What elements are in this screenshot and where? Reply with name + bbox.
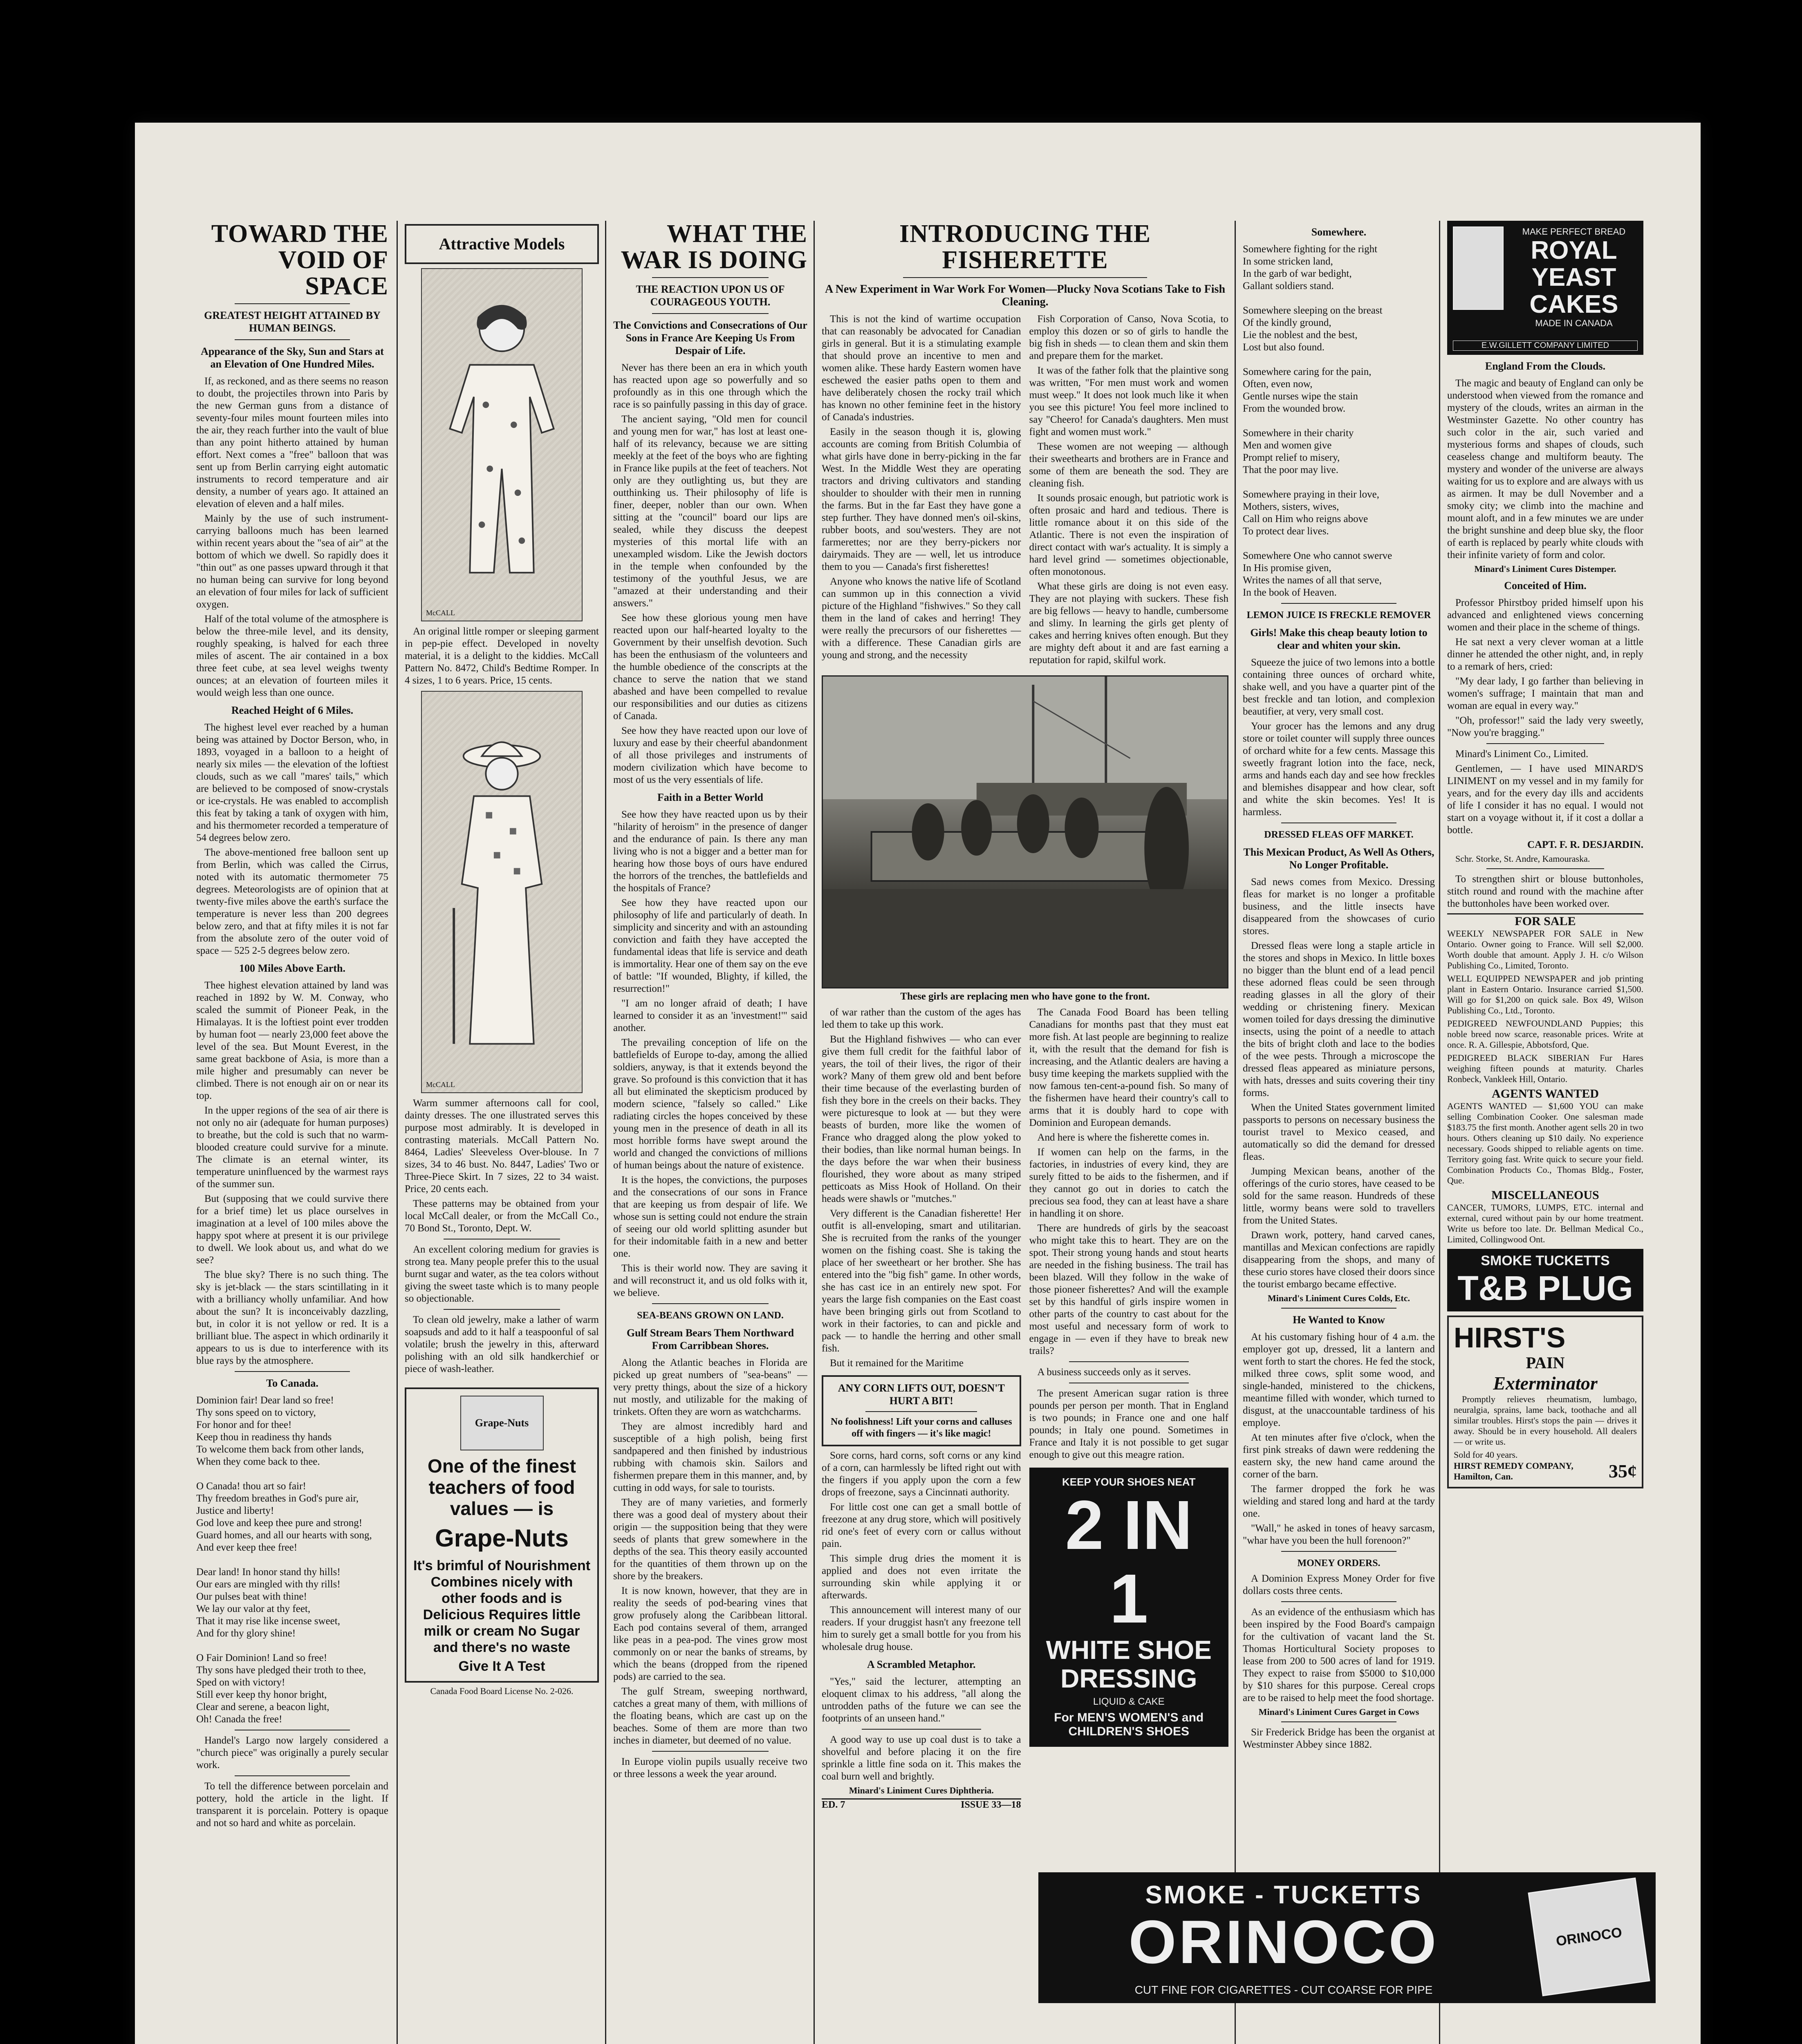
classified-item: PEDIGREED BLACK SIBERIAN Fur Hares weighing fifteen pounds at maturity. Charles Ronbeck, Vankleek Hill, Ontario. bbox=[1447, 1053, 1643, 1084]
divider bbox=[652, 1303, 769, 1304]
paragraph: Never has there been an era in which youth has reacted upon age so powerfully and so profoundly as in this one through which the race is so painfully passing in this day of grace. bbox=[613, 362, 807, 410]
paragraph: Squeeze the juice of two lemons into a bottle containing three ounces of orchard white, shake well, and you have a quarter pint of the best freckle and tan lotion, and complexion beautifier, at very, very small cost. bbox=[1243, 657, 1435, 717]
deck: THE REACTION UPON US OF COURAGEOUS YOUTH. bbox=[636, 283, 785, 308]
signature-address: Schr. Storke, St. Andre, Kamouraska. bbox=[1455, 854, 1590, 864]
divider bbox=[1486, 743, 1604, 744]
minard-notice: Minard's Liniment Cures Distemper. bbox=[1474, 564, 1616, 574]
divider bbox=[865, 1411, 977, 1412]
paragraph: It is the hopes, the convictions, the purposes and the consecrations of our sons in France that are keeping us from despair of life. We whose sun is setting could not endure the strain of seeing our old world splitting asunder but for their indomitable faith in a new and better one. bbox=[613, 1174, 807, 1259]
paragraph: Anyone who knows the native life of Scotland can summon up in this connection a vivid picture of the Highland "fishwives." So they call them in the land of cakes and herring! They were really the precursors of our fisherettes — with a difference. These Canadian girls are young and strong, and the necessity bbox=[822, 576, 1021, 661]
paragraph: Sore corns, hard corns, soft corns or any kind of a corn, can harmlessly be lifted right out with the fingers if you apply upon the corn a few drops of freezone, says a Cincinnati authority. bbox=[822, 1450, 1021, 1498]
paragraph: Mainly by the use of such instrument-carrying balloons much has been learned within recent years about the "sea of air" at the bottom of which we dwell. So rapidly does it "thin out" as one passes upward through it that no human being can survive for long beyond an elevation of four miles for lack of sufficient oxygen. bbox=[196, 513, 388, 610]
column-rule bbox=[1439, 221, 1440, 2044]
hirsts-exterminator: Exterminator bbox=[1493, 1373, 1598, 1394]
paragraph: Half of the total volume of the atmosphere is below the three-mile level, and its density, roughly speaking, is halved for each three miles of ascent. The air contained in a box three feet cube, at sea level weighs twenty ounces; at an elevation of fourteen miles it would weigh less than one ounce. bbox=[196, 614, 388, 698]
divider bbox=[235, 339, 350, 340]
classified-item: AGENTS WANTED — $1,600 YOU can make selling Combination Cooker. One salesman made $183.75 the first month. Another agent sells 20 in two hours. Others cleaning up $10 daily. No experience necessary. Goods shipped to reliable agents on time. Territory going fast. Write quick to secure your field. Combination Products Co., Thomas Bldg., Foster, Que. bbox=[1447, 1101, 1643, 1186]
paragraph: The present American sugar ration is three pounds per person per month. That in England is two pounds; in France one and one half pounds; in Italy one pound. Sometimes in France and Italy it is not possible to get sugar enough to give out this meagre ration. bbox=[1029, 1388, 1228, 1460]
paragraph: Fish Corporation of Canso, Nova Scotia, to employ this dozen or so of girls to handle the big fish in sheds — to clean them and skin them and prepare them for the market. bbox=[1029, 314, 1228, 361]
pattern-illustration-romper bbox=[421, 268, 583, 621]
paragraph: If women can help on the farms, in the factories, in industries of every kind, they are surely fitted to be aids to the fishermen, and if they cannot go out in dories to catch the precious sea food, they can at least have a share in handling it on shore. bbox=[1029, 1147, 1228, 1219]
divider bbox=[1281, 1721, 1396, 1722]
column-rule bbox=[397, 221, 398, 2044]
paragraph: In the upper regions of the sea of air there is not only no air (adequate for human purposes) to breathe, but the cold is such that no warm-blooded creature could survive for a minute. The climate is an eternal winter, its temperature uninfluenced by the warmest rays of the summer sun. bbox=[196, 1105, 388, 1190]
mccall-mark: McCALL bbox=[426, 609, 455, 617]
edition-label: ED. 7 bbox=[822, 1800, 845, 1810]
classified-item: WEEKLY NEWSPAPER FOR SALE in New Ontario. Owner going to France. Will sell $2,000. Worth double that amount. Apply J. H. c/o Wilson Publishing Co., Limited, Toronto. bbox=[1447, 928, 1643, 970]
paragraph: Drawn work, pottery, hand carved canes, mantillas and Mexican confections are rapidly disappearing from the shops, and many of these curio stores have closed their doors since the tourist embargo became effective. bbox=[1243, 1230, 1435, 1290]
royal-yeast-ad bbox=[1447, 221, 1643, 355]
divider bbox=[903, 277, 1147, 278]
paragraph: A business succeeds only as it serves. bbox=[1037, 1367, 1191, 1378]
column-4 bbox=[822, 221, 1228, 2044]
poem-title: To Canada. bbox=[266, 1377, 318, 1389]
column-5 bbox=[1243, 221, 1435, 2044]
divider bbox=[1486, 868, 1604, 869]
paragraph: When the United States government limited passports to persons on necessary business the tourist travel to Mexico ceased, and automatically so did the demand for dressed fleas. bbox=[1243, 1102, 1435, 1162]
paragraph: See how they have reacted upon our love of luxury and ease by their cheerful abandonment of all those privileges and instruments of modern civilization which have become to most of us the very essentials of life. bbox=[613, 725, 807, 785]
deck: This Mexican Product, As Well As Others, No Longer Profitable. bbox=[1243, 846, 1434, 871]
paragraph: See how they have reacted upon our philosophy of life and particularly of death. In simplicity and sincerity and with an astounding conviction and faith they have accepted the fundamental ideas that life is service and death is immortality. Hear one of them say on the eve of battle: "If wounded, Blighty, if killed, the resurrection!" bbox=[613, 897, 807, 994]
ad-headline: One of the finest teachers of food values — is bbox=[428, 1455, 576, 1519]
hirsts-price: 35¢ bbox=[1609, 1461, 1637, 1481]
classified-item: CANCER, TUMORS, LUMPS, ETC. internal and external, cured without pain by our home treatment. Write us before too late. Dr. Bellman Medical Co., Limited, Collingwood Ont. bbox=[1447, 1202, 1643, 1244]
divider bbox=[1281, 1551, 1396, 1552]
shoe-dressing-ad bbox=[1029, 1468, 1229, 1747]
paragraph: To clean old jewelry, make a lather of warm soapsuds and add to it half a teaspoonful of sal volatile; brush the jewelry in this, afterward polishing with an old silk handkerchief or piece of wash-leather. bbox=[405, 1314, 599, 1374]
poem-title: Somewhere. bbox=[1311, 226, 1367, 238]
hirsts-pain: PAIN bbox=[1526, 1354, 1565, 1372]
divider bbox=[1281, 1308, 1396, 1309]
deck: The Convictions and Consecrations of Our Sons in France Are Keeping Us From Despair of Life. bbox=[613, 319, 807, 356]
paragraph: of war rather than the custom of the ages has led them to take up this work. bbox=[822, 1007, 1021, 1030]
corn-ad-headline: ANY CORN LIFTS OUT, DOESN'T HURT A BIT! bbox=[838, 1382, 1005, 1407]
subhead: A Scrambled Metaphor. bbox=[867, 1659, 976, 1670]
divider bbox=[444, 1309, 560, 1310]
signature: CAPT. F. R. DESJARDIN. bbox=[1527, 839, 1643, 850]
paragraph: And here is where the fisherette comes in. bbox=[1037, 1132, 1210, 1143]
section-title: Attractive Models bbox=[439, 235, 565, 253]
yeast-ad-top: MAKE PERFECT BREAD bbox=[1522, 226, 1626, 237]
orinoco-tin-icon: ORINOCO bbox=[1528, 1878, 1650, 1997]
column-6 bbox=[1447, 221, 1643, 2044]
poem: Dominion fair! Dear land so free! Thy sons speed on to victory, For honor and for thee! Keep thou in readiness thy hands To welcome them back from other lands, When they come back to thee. O Canada! thou art so fair! Thy freedom breathes in God's pure air, Justice and liberty! God love and keep thee pure and strong! Guard homes, and all our hearts with song, And ever keep thee free! Dear land! In honor stand thy hills! Our ears are mingled with thy rills! Our pulses beat with thine! We lay our valor at thy feet, That it may rise like incense sweet, And for thy glory shine! O Fair Dominion! Land so free! Thy sons have pledged their troth to thee, Sped on with victory! Still ever keep thy honor bright, Clear and serene, a beacon light, Oh! Canada the free! bbox=[196, 1395, 372, 1725]
hirsts-company: HIRST REMEDY COMPANY, Hamilton, Can. bbox=[1454, 1460, 1573, 1481]
paragraph: Very different is the Canadian fisherette! Her outfit is all-enveloping, smart and utilitarian. She is recruited from the ranks of the younger women on the fishing coast. She is taking the place of her sweetheart or her brother. She has entered into the "big fish" game. In other words, she has cast ice in an entirely new spot. For years the large fish companies on the East coast have been bringing girls out from Scotland to work in their factories, to can and pickle and pack — to handle the herring and other small fish. bbox=[822, 1208, 1021, 1354]
paragraph: A Dominion Express Money Order for five dollars costs three cents. bbox=[1243, 1573, 1435, 1596]
hirsts-footer bbox=[1454, 1460, 1637, 1482]
paragraph: There are hundreds of girls by the seacoast who might take this to heart. They are on the spot. Their strong young hands and stout hearts are needed in the fishing business. The trail has been blazed. Will they follow in the wake of those pioneer fisherettes? And will the example set by this handful of girls inspire women in other parts of the country to cast about for the most useful and necessary form of work to engage in — even if they have to break new trails? bbox=[1029, 1223, 1228, 1356]
paragraph: They are almost incredibly hard and susceptible of a high polish, being first sandpapered and then finished by industrious rubbing with chamois skin. Sailors and fishermen prepare them in this manner, and, by cutting in odd ways, for sale to tourists. bbox=[613, 1421, 807, 1493]
subhead: Faith in a Better World bbox=[657, 791, 764, 803]
yeast-ad-company: E.W.GILLETT COMPANY LIMITED bbox=[1453, 341, 1638, 351]
paragraph: Thee highest elevation attained by land was reached in 1892 by W. M. Conway, who scaled the summit of Pioneer Peak, in the Himalayas. It is the loftiest point ever trodden by human foot — nearly 23,000 feet above the level of the sea. But Mount Everest, in the same great backbone of Asia, is more than a mile higher and presumably can never be climbed. There is not enough air on or near its top. bbox=[196, 980, 388, 1101]
column-3 bbox=[613, 221, 807, 2044]
paragraph: They are of many varieties, and formerly there was a good deal of mystery about their origin — the supposition being that they were seeds of plants that grew somewhere in the depths of the sea. This theory easily accounted for the quantities of them thrown up on the shore by the breakers. bbox=[613, 1497, 807, 1582]
classified-item: PEDIGREED NEWFOUNDLAND Puppies; this noble breed now scarce, reasonable prices. Write at once. R. A. Gillespie, Abbotsford, Que. bbox=[1447, 1018, 1643, 1050]
column-rule bbox=[1235, 221, 1236, 2044]
column-2 bbox=[405, 221, 599, 2044]
issue-label: ISSUE 33—18 bbox=[961, 1800, 1021, 1810]
paragraph: "Oh, professor!" said the lady very sweetly, "Now you're bragging." bbox=[1447, 715, 1643, 738]
paragraph: The magic and beauty of England can only be understood when viewed from the romance and mystery of the clouds, writes an airman in the Westminster Gazette. No other country has such color in the air, such varied and mysterious forms and shapes of clouds, such ceaseless change and multiform beauty. The mystery and wonder of the universe are always waiting for us to explore and are always with us as airmen. It may be dull November and a smoky city; we climb into the machine and mount aloft, and in a few minutes we are under the bright sunshine and deep blue sky, the floor of earth is replaced by pearly white clouds with their infinite variety of form and color. bbox=[1447, 378, 1643, 560]
article-columns bbox=[822, 313, 1228, 669]
shoe-ad-small: LIQUID & CAKE bbox=[1093, 1696, 1165, 1707]
paragraph: At his customary fishing hour of 4 a.m. the employer got up, dressed, lit a lantern and went forth to start the chores. He fed the stock, milked three cows, split some wood, and single-handed, ministered to the chickens, meantime filled with wonder, which turned to disgust, at the unaccountable tardiness of his employe. bbox=[1243, 1331, 1435, 1428]
minard-notice: Minard's Liniment Cures Garget in Cows bbox=[1258, 1707, 1419, 1717]
divider bbox=[235, 1371, 350, 1372]
subhead: 100 Miles Above Earth. bbox=[239, 962, 345, 974]
yeast-package-icon bbox=[1453, 226, 1504, 310]
paragraph: Sad news comes from Mexico. Dressing fleas for market is no longer a profitable business, and the little insects have disappeared from the showcases of curio stores. bbox=[1243, 876, 1435, 937]
paragraph: An excellent coloring medium for gravies is strong tea. Many people prefer this to the usual burnt sugar and water, as the tea colors without giving the sweet taste which is to many people so objectionable. bbox=[405, 1244, 599, 1304]
paragraph: He sat next a very clever woman at a little dinner he attended the other night, and, in reply to a remark of hers, cried: bbox=[1447, 637, 1643, 672]
article-subcolumn bbox=[822, 313, 1021, 669]
paragraph: A good way to use up coal dust is to take a shovelful and before placing it on the fire sprinkle a little fine soda on it. This makes the coal burn well and brightly. bbox=[822, 1734, 1021, 1782]
tb-plug-ad bbox=[1447, 1249, 1643, 1311]
fisherettes-photo bbox=[822, 675, 1228, 988]
paragraph: But the Highland fishwives — who can ever give them full credit for the faithful labor of years, the toil of their lives, the rigor of their work? Many of them grew old and bent before their time because of the everlasting burden of fish they bore in the creels on their backs. They were picturesque to look at — but they were beasts of burden, more like the women of France who dragged along the plow yoked to their bodies, than like normal human beings. In the days before the war when their business flourished, they wore about as many striped petticoats as Miss Hook of Holland. On their heads were shawls or "mutches." bbox=[822, 1034, 1021, 1204]
divider bbox=[235, 303, 350, 304]
headline-lemon-juice: LEMON JUICE IS FRECKLE REMOVER bbox=[1246, 610, 1431, 621]
corn-ad-box bbox=[822, 1375, 1021, 1446]
deck: Girls! Make this cheap beauty lotion to clear and whiten your skin. bbox=[1250, 627, 1428, 651]
classifieds bbox=[1447, 913, 1643, 1245]
paragraph: This simple drug dries the moment it is applied and does not even irritate the surrounding skin while applying it or afterwards. bbox=[822, 1553, 1021, 1601]
caption: These patterns may be obtained from your local McCall dealer, or from the McCall Co., 70 Bond St., Toronto, Dept. W. bbox=[405, 1198, 599, 1234]
headline-dressed-fleas: DRESSED FLEAS OFF MARKET. bbox=[1264, 829, 1414, 840]
paragraph: The gulf Stream, sweeping northward, catches a great many of them, with millions of the floating beans, which are cast up on the beaches. Some of them are more than two inches in diameter, but deemed of no value. bbox=[613, 1686, 807, 1746]
paragraph: Sir Frederick Bridge has been the organist at Westminster Abbey since 1882. bbox=[1243, 1727, 1435, 1750]
paragraph: Professor Phirstboy prided himself upon his advanced and enlightened views concerning women and their place in the scheme of things. bbox=[1447, 597, 1643, 633]
hirsts-brand: HIRST'S bbox=[1454, 1322, 1566, 1354]
article-columns bbox=[822, 1006, 1228, 1811]
deck: A New Experiment in War Work For Women—Plucky Nova Scotians Take to Fish Cleaning. bbox=[825, 283, 1226, 308]
divider bbox=[652, 277, 769, 278]
paragraph: Jumping Mexican beans, another of the offerings of the curio stores, have ceased to be sold for the same reason. Hundreds of these little, wormy beans were sold to travellers from the United States. bbox=[1243, 1166, 1435, 1226]
ad-body: It's brimful of Nourishment Combines nicely with other foods and is Delicious Requires little milk or cream No Sugar and there's no waste bbox=[413, 1558, 591, 1655]
subhead: England From the Clouds. bbox=[1485, 360, 1606, 372]
corn-ad-sub: No foolishness! Lift your corns and calluses off with fingers — it's like magic! bbox=[830, 1416, 1012, 1439]
license-note: Canada Food Board License No. 2-026. bbox=[430, 1686, 574, 1696]
yeast-ad-made: MADE IN CANADA bbox=[1535, 318, 1613, 328]
article-subcolumn bbox=[1029, 1006, 1229, 1811]
paragraph: Gentlemen, — I have used MINARD'S LINIMENT on my vessel and in my family for years, and for the every day ills and accidents of life I consider it has no equal. I would not start on a voyage without it, if it cost a dollar a bottle. bbox=[1447, 763, 1643, 836]
divider bbox=[1281, 1601, 1396, 1602]
divider bbox=[652, 313, 769, 314]
romper-figure-icon bbox=[422, 269, 582, 621]
shoe-ad-bottom: For MEN'S WOMEN'S and CHILDREN'S SHOES bbox=[1054, 1711, 1204, 1738]
orinoco-brand: ORINOCO bbox=[1128, 1907, 1439, 1976]
subhead: He Wanted to Know bbox=[1293, 1314, 1385, 1326]
divider bbox=[235, 1775, 350, 1776]
grape-nuts-ad bbox=[405, 1387, 599, 1683]
paragraph: The blue sky? There is no such thing. The sky is jet-black — the stars scintillating in it with a brilliancy wholly unfamiliar. And how about the sun? It is inconceivably dazzling, but, in color it is not yellow or red. It is a brilliant blue. The aspect in which ordinarily it appears to us is due to interference with its blue rays by the atmosphere. bbox=[196, 1269, 388, 1366]
caption: Warm summer afternoons call for cool, dainty dresses. The one illustrated serves this purpose most admirably. It is developed in contrasting materials. McCall Pattern No. 8464, Ladies' Sleeveless Over-blouse. In 7 sizes, 34 to 46 bust. No. 8447, Ladies' Two or Three-Piece Skirt. In 7 sizes, 22 to 34 waist. Price, 20 cents each. bbox=[405, 1098, 599, 1195]
column-rule bbox=[814, 221, 815, 2044]
classified-heading: AGENTS WANTED bbox=[1491, 1087, 1599, 1100]
article-subcolumn bbox=[1029, 313, 1229, 669]
paragraph: Easily in the season though it is, glowing accounts are coming from British Columbia of what girls have done in berry-picking in the far West. In the Middle West they are operating tractors and driving cultivators and standing shoulder to shoulder with their men in running the farms. But in the far East they have gone a step further. They have donned men's oil-skins, rubber boots, and sou'westers. They are not farmerettes; nor are they berry-pickers nor dairymaids. They are — well, let us introduce them to you — Canada's first fisherettes! bbox=[822, 426, 1021, 572]
paragraph: For little cost one can get a small bottle of freezone at any drug store, which will positively rid one's feet of every corn or callus without pain. bbox=[822, 1502, 1021, 1549]
tb-ad-top: SMOKE TUCKETTS bbox=[1481, 1253, 1610, 1269]
paragraph: This is not the kind of wartime occupation that can reasonably be advocated for Canadian girls in general. But it is a stimulating example that should prove an incentive to men and women alike. These hardy Eastern women have eschewed the easier paths open to them and have deliberately chosen the rocky trail which has known no other feminine feet in the history of Canada's industries. bbox=[822, 314, 1021, 423]
article-subcolumn bbox=[822, 1006, 1021, 1811]
dress-figure-icon bbox=[422, 692, 582, 1092]
hirsts-sold: Sold for 40 years. bbox=[1454, 1450, 1518, 1460]
shoe-ad-big: 2 IN 1 bbox=[1065, 1486, 1193, 1638]
shoe-ad-top: KEEP YOUR SHOES NEAT bbox=[1062, 1476, 1196, 1488]
subhead: Reached Height of 6 Miles. bbox=[231, 704, 354, 716]
paragraph: "My dear lady, I go farther than believing in women's suffrage; I maintain that man and woman are equal in every way." bbox=[1447, 676, 1643, 711]
divider bbox=[1281, 603, 1396, 604]
ad-brand: Grape-Nuts bbox=[435, 1524, 569, 1552]
column-1 bbox=[196, 221, 388, 2044]
headline-toward-void: TOWARD THE VOID OF SPACE bbox=[211, 221, 388, 300]
grape-nuts-box-icon: Grape-Nuts bbox=[460, 1396, 544, 1450]
newspaper-page bbox=[135, 123, 1701, 2044]
poem: Somewhere fighting for the right In some stricken land, In the garb of war bedight, Gallant soldiers stand. Somewhere sleeping on the breast Of the kindly ground, Lie the noblest and the best, Lost but also found. Somewhere caring for the pain, Often, even now, Gentle nurses wipe the stain From the wounded brow. Somewhere in their charity Men and women give Prompt relief to misery, That the poor may live. Somewhere praying in their love, Mothers, sisters, wives, Call on Him who reigns above To protect dear lives. Somewhere One who cannot swerve In His promise given, Writes the names of all that serve, In the book of Heaven. bbox=[1243, 244, 1392, 598]
headline-fisherette: INTRODUCING THE FISHERETTE bbox=[899, 221, 1151, 274]
orinoco-tag: CUT FINE FOR CIGARETTES - CUT COARSE FOR PIPE bbox=[1134, 1983, 1433, 1996]
paragraph: What these girls are doing is not even easy. They are not playing with suckers. These fish are big fellows — heavy to handle, cumbersome and slimy. In learning the girls get plenty of cakes and herring knives often enough. But they are mighty deft about it and are fast earning a reputation for rapid, skilful work. bbox=[1029, 581, 1228, 666]
minard-notice: Minard's Liniment Cures Diphtheria. bbox=[849, 1785, 994, 1795]
divider bbox=[862, 1729, 982, 1730]
pattern-illustration-dress bbox=[421, 691, 583, 1093]
paragraph: But it remained for the Maritime bbox=[830, 1358, 964, 1369]
paragraph: These women are not weeping — although their sweethearts and brothers are in France and some of them are beneath the sod. They are cleaning fish. bbox=[1029, 441, 1228, 489]
paragraph: Dressed fleas were long a staple article in the stores and shops in Mexico. In little boxes no bigger than the blunt end of a lead pencil these adorned fleas could be seen through reading glasses in all the glory of their wedding or christening finery. Mexican women toiled for days dressing the diminutive insects, using the point of a needle to attach the bits of bright cloth and lace to the bodies of the wee pests. Through a microscope the dressed fleas appeared as miniature persons, with hats, dresses and suits covering their tiny forms. bbox=[1243, 940, 1435, 1098]
paragraph: "Wall," he asked in tones of heavy sarcasm, "whar have you been the hull forenoon?" bbox=[1243, 1523, 1435, 1546]
paragraph: It sounds prosaic enough, but patriotic work is often prosaic and hard and tedious. There is little romance about it on this side of the Atlantic. There is not even the inspiration of direct contact with war's actuality. It is simply a hard level grind — sometimes objectionable, often monotonous. bbox=[1029, 493, 1228, 577]
paragraph: The ancient saying, "Old men for council and young men for war," has lost at least one-half of its relevancy, because we are sitting meekly at the feet of the boys who are fighting in France like pupils at the feet of teachers. Not only are they outlighting us, but they are outthinking us. Their philosophy of life is finer, deeper, nobler than our own. When sitting at the "council" board our lips are sealed, while they discuss the deepest mysteries of this mortal life with an unexampled wisdom. Like the Jewish doctors in the temple when confounded by the testimony of the youthful Jesus, we are "amazed at their understanding and their answers." bbox=[613, 414, 807, 609]
paragraph: See how they have reacted upon us by their "hilarity of heroism" in the presence of danger and the endurance of pain. Is there any man living who is not a bigger and a better man for hearing how those boys of ours have endured the horrors of the trenches, the battlefields and the hospitals of France? bbox=[613, 809, 807, 894]
classified-item: WELL EQUIPPED NEWSPAPER and job printing plant in Eastern Ontario. Insurance carried $1,500. Will go for $1,200 on quick sale. Box 49, Wilson Publishing Co., Ltd., Toronto. bbox=[1447, 973, 1643, 1015]
shoe-ad-mid: WHITE SHOE DRESSING bbox=[1046, 1635, 1212, 1693]
column-rule bbox=[605, 221, 606, 2044]
caption: An original little romper or sleeping garment in pep-pie effect. Developed in novelty material, it is a delight to the kiddies. McCall Pattern No. 8472, Child's Bedtime Romper. In 4 sizes, 1 to 6 years. Price, 15 cents. bbox=[405, 626, 599, 686]
orinoco-top: SMOKE - TUCKETTS bbox=[1145, 1881, 1422, 1909]
deck: Gulf Stream Bears Them Northward From Carribbean Shores. bbox=[626, 1327, 794, 1351]
deck: Appearance of the Sky, Sun and Stars at an Elevation of One Hundred Miles. bbox=[201, 345, 384, 370]
paragraph: As an evidence of the enthusiasm which has been inspired by the Food Board's campaign for the cultivation of vacant land the St. Thomas Horticultural Society proposes to lease from 200 to 500 acres of land for 1919. They expect to raise from $5000 to $10,000 by $10 shares for this purpose. Cereal crops are to be raised to help meet the food shortage. bbox=[1243, 1607, 1435, 1703]
paragraph: If, as reckoned, and as there seems no reason to doubt, the projectiles thrown into Paris by the new German guns from a distance of seventy-four miles mount fourteen miles into the air, they reach further into the vault of blue than any point hitherto attained by human effort. Next comes a "free" balloon that was sent up from Berlin carrying eight automatic instruments to record temperature and air density, a number of years ago. It attained an elevation of eleven and a half miles. bbox=[196, 376, 388, 509]
issue-footer bbox=[822, 1798, 1021, 1811]
headline-what-war-doing: WHAT THE WAR IS DOING bbox=[621, 221, 807, 274]
paragraph: At ten minutes after five o'clock, when the first pink streaks of dawn were reddening the eastern sky, the new hand came around the corner of the barn. bbox=[1243, 1432, 1435, 1480]
paragraph: To strengthen shirt or blouse buttonholes, stitch round and round with the machine after the buttonholes have been worked over. bbox=[1447, 874, 1643, 909]
hirsts-text: Promptly relieves rheumatism, lumbago, neuralgia, sprains, lame back, toothache and all similar troubles. Hirst's stops the pain — drives it away. Should be in every household. All dealers — or write us. bbox=[1454, 1394, 1637, 1447]
headline-sea-beans: SEA-BEANS GROWN ON LAND. bbox=[637, 1310, 784, 1321]
paragraph: "Yes," said the lecturer, attempting an eloquent climax to his address, "all along the untrodden paths of the future we can see the footprints of an unseen hand." bbox=[822, 1676, 1021, 1724]
minard-notice: Minard's Liniment Cures Colds, Etc. bbox=[1268, 1293, 1410, 1303]
divider bbox=[652, 1751, 769, 1752]
hirsts-ad bbox=[1447, 1316, 1643, 1488]
paragraph: In Europe violin pupils usually receive two or three lessons a week the year around. bbox=[613, 1756, 807, 1780]
paragraph: The farmer dropped the fork he was wielding and stared long and hard at the tardy one. bbox=[1243, 1484, 1435, 1519]
paragraph: The highest level ever reached by a human being was attained by Doctor Berson, who, in 1893, voyaged in a balloon to a height of nearly six miles — the elevation of the loftiest clouds, such as we call "mares' tails," which are believed to be composed of snow-crystals or ice-crystals. He was enabled to accomplish this feat by taking a tank of oxygen with him, and his thermometer recorded a temperature of 54 degrees below zero. bbox=[196, 722, 388, 843]
paragraph: This is their world now. They are saving it and will reconstruct it, and us old folks with it, we believe. bbox=[613, 1263, 807, 1298]
paragraph: Minard's Liniment Co., Limited. bbox=[1455, 749, 1589, 760]
subhead: Conceited of Him. bbox=[1504, 580, 1587, 592]
orinoco-ad bbox=[1038, 1872, 1656, 2003]
paragraph: See how these glorious young men have reacted upon our half-hearted loyalty to the Government by their unselfish devotion. Such has been the enthusiasm of the volunteers and the humble obedience of the conscripts at the chance to serve the nation that we stand abashed and have been compelled to revalue our responsibilities and our duties as citizens of Canada. bbox=[613, 612, 807, 722]
paragraph: It was of the father folk that the plaintive song was written, "For men must work and women must weep." It does not look much like it when you see this picture! You feel more inclined to say "Cheero! for Canada's daughters. Men must fight and women must work." bbox=[1029, 365, 1228, 437]
classified-heading: FOR SALE bbox=[1515, 914, 1576, 928]
paragraph: The Canada Food Board has been telling Canadians for months past that they must eat more fish. At last people are beginning to realize it, with the result that the demand for fish is increasing, and the Atlantic dealers are having a busy time keeping the markets supplied with the now famous ten-cent-a-pound fish. So many of the fishermen have heard their country's call to arms that it is doubly hard to cope with Dominion and European demands. bbox=[1029, 1007, 1228, 1128]
divider bbox=[1069, 1361, 1189, 1362]
section-title-box bbox=[405, 224, 599, 264]
paragraph: Handel's Largo now largely considered a "church piece" was originally a purely secular work. bbox=[196, 1735, 388, 1771]
photo-caption: These girls are replacing men who have gone to the front. bbox=[900, 991, 1150, 1002]
headline-money-orders: MONEY ORDERS. bbox=[1297, 1558, 1381, 1569]
mccall-mark: McCALL bbox=[426, 1080, 455, 1089]
fishing-scene-icon bbox=[823, 677, 1227, 987]
paragraph: It is now known, however, that they are in reality the seeds of pod-bearing vines that grow profusely along the Caribbean littoral. Each pod contains several of them, arranged like peas in a pea-pod. The vines grow most commonly on or near the banks of streams, by which the beans (dropped from the ripened pods) are carried to the sea. bbox=[613, 1585, 807, 1682]
deck: GREATEST HEIGHT ATTAINED BY HUMAN BEINGS. bbox=[204, 309, 381, 334]
paragraph: Along the Atlantic beaches in Florida are picked up great numbers of "sea-beans" — very pretty things, about the size of a hickory nut mostly, and utilizable for the making of trinkets. Often they are worn as watchcharms. bbox=[613, 1357, 807, 1417]
ad-cta: Give It A Test bbox=[458, 1659, 545, 1674]
paragraph: The above-mentioned free balloon sent up from Berlin, which was called the Cirrus, noted with its automatic thermometer 75 degrees. Meteorologists are of opinion that at twenty-five miles above the earth's surface the temperature is never less than 200 degrees below zero, and that at fifty miles it is not far from the absolute zero of the outer void of space — 525 2-5 degrees below zero. bbox=[196, 847, 388, 956]
paragraph: The prevailing conception of life on the battlefields of Europe to-day, among the allied soldiers, anyway, is that it extends beyond the grave. So profound is this conviction that it has all but eliminated the skepticism produced by modern science, "falsely so called." Like radiating circles the hopes conceived by these young men in the presence of death in all its most horrible forms have swept around the world and changed the convictions of millions of human beings about the nature of existence. bbox=[613, 1037, 807, 1171]
paragraph: But (supposing that we could survive there for a brief time) let us place ourselves in imagination at a level of 100 miles above the happy spot where at present it is our privilege to dwell. We look about us, and what do we see? bbox=[196, 1193, 388, 1266]
paragraph: "I am no longer afraid of death; I have learned to consider it as an 'investment!'" said another. bbox=[613, 998, 807, 1033]
paragraph: This announcement will interest many of our readers. If your druggist hasn't any freezone tell him to surely get a small bottle for you from his wholesale drug house. bbox=[822, 1605, 1021, 1652]
yeast-ad-brand: ROYAL YEAST CAKES bbox=[1529, 236, 1618, 318]
paragraph: To tell the difference between porcelain and pottery, hold the article in the light. If transparent it is porcelain. Pottery is opaque and not so hard and white as porcelain. bbox=[196, 1781, 388, 1829]
paragraph: Your grocer has the lemons and any drug store or toilet counter will supply three ounces of orchard white for a few cents. Massage this sweetly fragrant lotion into the face, neck, arms and hands each day and see how freckles and blemishes disappear and how clear, soft and white the skin becomes. Yes! It is harmless. bbox=[1243, 721, 1435, 818]
tb-ad-brand: T&B PLUG bbox=[1457, 1269, 1633, 1307]
classified-heading: MISCELLANEOUS bbox=[1491, 1188, 1599, 1202]
